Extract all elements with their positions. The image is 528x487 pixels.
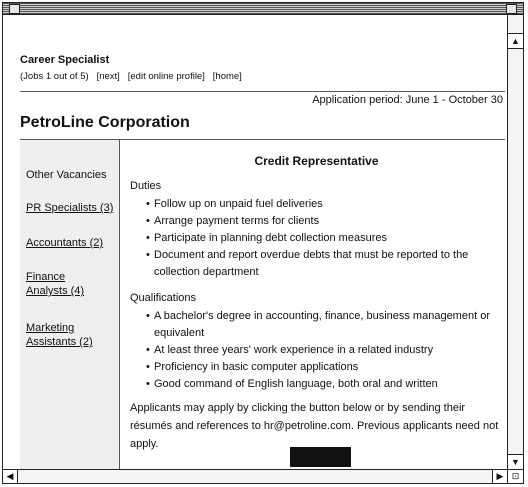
sidebar-item-pr-specialists[interactable]: PR Specialists (3): [26, 202, 114, 214]
zoom-box-icon[interactable]: [506, 4, 517, 14]
list-item: • Participate in planning debt collection measures: [146, 230, 491, 247]
vacancies-sidebar: [20, 140, 120, 469]
header-links: [20, 71, 242, 82]
divider: [20, 91, 505, 92]
resize-grip-icon[interactable]: ⊡: [507, 470, 523, 483]
page-title: Career Specialist: [20, 54, 110, 66]
job-title: Credit Representative: [254, 154, 379, 168]
list-item: • Good command of English language, both oral and written: [146, 376, 496, 393]
sidebar-item-accountants[interactable]: Accountants (2): [26, 237, 104, 249]
scroll-up-icon[interactable]: ▲: [508, 33, 523, 49]
application-period: Application period: June 1 - October 30: [312, 94, 503, 106]
browser-window: [2, 2, 524, 484]
duties-list: [146, 196, 491, 281]
next-link[interactable]: [next]: [96, 71, 120, 82]
horizontal-scrollbar[interactable]: [3, 469, 523, 483]
qualifications-heading: Qualifications: [130, 292, 197, 304]
sidebar-item-label: Assistants (2): [26, 336, 93, 348]
list-item: • Arrange payment terms for clients: [146, 213, 491, 230]
apply-button[interactable]: [290, 447, 351, 467]
list-item: • Proficiency in basic computer applications: [146, 359, 496, 376]
sidebar-item-label: Analysts (4): [26, 285, 85, 297]
list-item: • At least three years' work experience in a related industry: [146, 342, 496, 359]
list-item: • Document and report overdue debts that must be reported to the collection department: [146, 247, 491, 281]
home-link[interactable]: [home]: [212, 71, 242, 82]
edit-profile-link[interactable]: [edit online profile]: [127, 71, 205, 82]
page-content: [3, 15, 507, 469]
sidebar-item-marketing-assistants[interactable]: [26, 321, 93, 349]
qualifications-list: [146, 308, 496, 393]
sidebar-heading: Other Vacancies: [26, 169, 107, 181]
duties-heading: Duties: [130, 180, 162, 192]
job-counter: (Jobs 1 out of 5): [20, 71, 89, 82]
close-box-icon[interactable]: [9, 4, 20, 14]
scroll-down-icon[interactable]: ▼: [508, 454, 523, 469]
company-name: PetroLine Corporation: [20, 114, 190, 131]
list-item: • A bachelor's degree in accounting, finance, business management or equivalent: [146, 308, 496, 342]
list-item: • Follow up on unpaid fuel deliveries: [146, 196, 491, 213]
scroll-right-icon[interactable]: ▶: [492, 470, 507, 483]
sidebar-item-label: Finance: [26, 271, 66, 283]
apply-instructions: Applicants may apply by clicking the button below or by sending their résumés and references to hr@petroline.com. Previous applicants need not apply.: [130, 402, 499, 450]
vertical-scrollbar[interactable]: [507, 15, 523, 469]
scroll-left-icon[interactable]: ◀: [3, 470, 18, 483]
sidebar-item-finance-analysts[interactable]: [26, 270, 84, 298]
sidebar-item-label: Marketing: [26, 322, 75, 334]
window-title-bar[interactable]: [3, 3, 523, 15]
